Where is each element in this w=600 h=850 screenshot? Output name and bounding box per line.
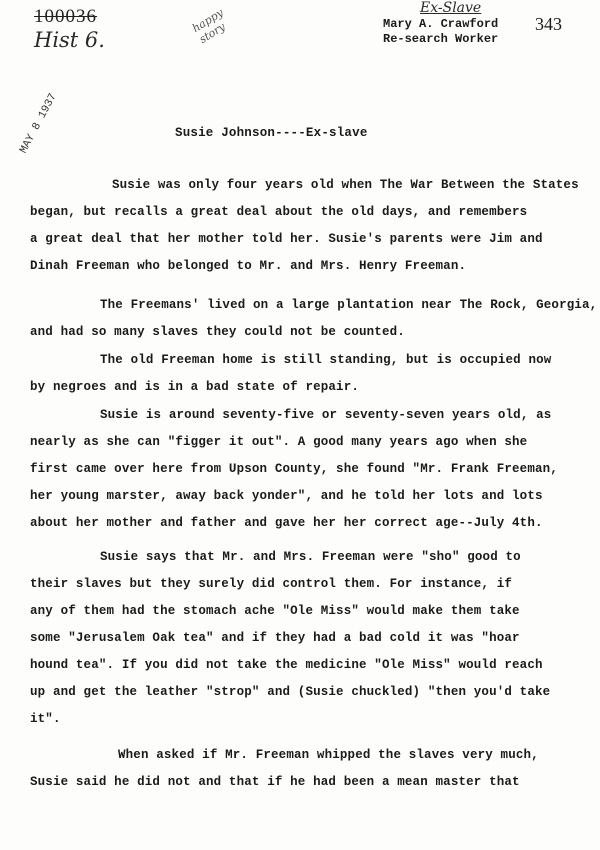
text-line: When asked if Mr. Freeman whipped the slaves very much, [118,748,539,762]
text-line: a great deal that her mother told her. Susie's parents were Jim and [30,232,543,246]
text-line: by negroes and is in a bad state of repair. [30,380,360,394]
catalog-number: 100036 [34,6,97,27]
text-line: any of them had the stomach ache "Ole Miss" would make them take [30,604,520,618]
text-line: The old Freeman home is still standing, but is occupied now [100,353,552,367]
text-line: first came over here from Upson County, she found "Mr. Frank Freeman, [30,462,558,476]
text-line: nearly as she can "figger it out". A good many years ago when she [30,435,528,449]
researcher-role: Re-search Worker [383,32,499,46]
researcher-block [383,17,498,47]
handwritten-ex-slave-label: Ex-Slave [420,0,482,16]
researcher-name: Mary A. Crawford [383,17,499,31]
text-line: their slaves but they surely did control them. For instance, if [30,577,513,591]
text-line: began, but recalls a great deal about the old days, and remembers [30,205,528,219]
text-line: Susie is around seventy-five or seventy-seven years old, as [100,408,552,422]
text-line: Dinah Freeman who belonged to Mr. and Mrs. Henry Freeman. [30,259,467,273]
text-line: up and get the leather "strop" and (Susie chuckled) "then you'd take [30,685,551,699]
text-line: Susie says that Mr. and Mrs. Freeman were "sho" good to [100,550,521,564]
text-line: about her mother and father and gave her her correct age--July 4th. [30,516,543,530]
text-line: hound tea". If you did not take the medicine "Ole Miss" would reach [30,658,543,672]
text-line: Susie said he did not and that if he had been a mean master that [30,775,520,789]
text-line: Susie was only four years old when The War Between the States [112,178,579,192]
handwritten-hist-label: Hist 6. [34,28,105,52]
text-line: some "Jerusalem Oak tea" and if they had a bad cold it was "hoar [30,631,520,645]
text-line: and had so many slaves they could not be counted. [30,325,405,339]
text-line: her young marster, away back yonder", and he told her lots and lots [30,489,543,503]
date-stamp: MAY 8 1937 [18,91,60,156]
text-line: The Freemans' lived on a large plantation near The Rock, Georgia, [100,298,598,312]
document-title: Susie Johnson----Ex-slave [175,126,368,140]
text-line: it". [30,712,61,726]
page-number: 343 [535,14,562,34]
handwritten-diagonal-note: happy story [190,6,228,47]
